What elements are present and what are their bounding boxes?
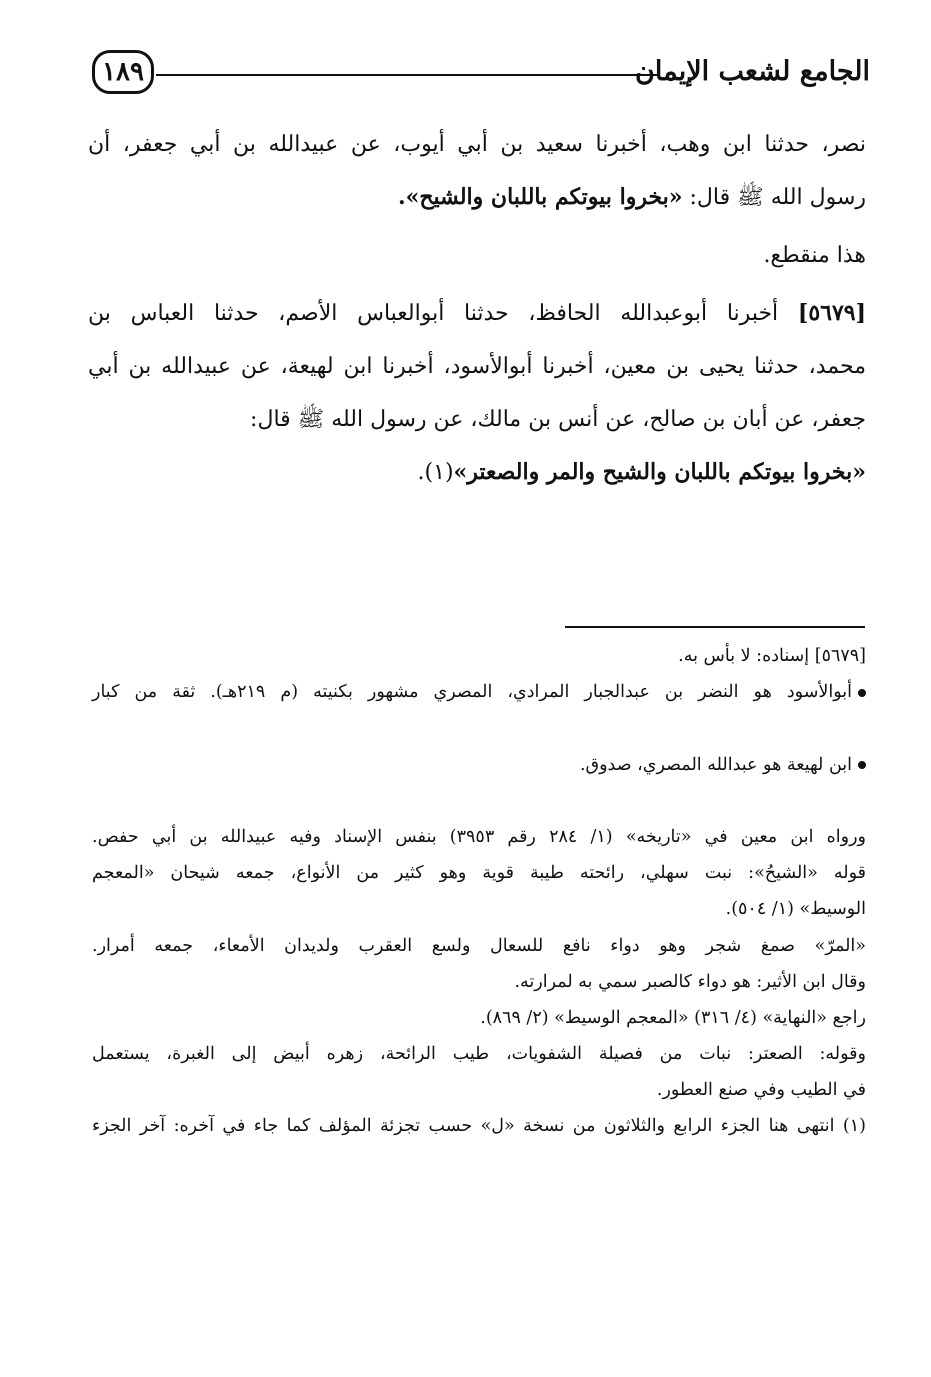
text-segment: إسناده: لا بأس به.: [678, 646, 815, 666]
page-number: ١٨٩: [92, 50, 154, 94]
footnote-line: [74, 710, 866, 746]
footnote-line: «المرّ» صمغ شجر وهو دواء نافع للسعال ولسع العقرب ولديدان الأمعاء، جمعه أمرار.: [92, 935, 866, 956]
running-title: الجامع لشعب الإيمان: [635, 56, 870, 87]
text-line: هذا منقطع.: [763, 243, 866, 268]
hadith-number: [٥٦٧٩]: [797, 300, 866, 326]
footnote-line: الوسيط» (١/ ٥٠٤).: [725, 899, 866, 920]
footnote-line: [92, 638, 866, 674]
text-line: محمد، حدثنا يحيى بن معين، أخبرنا أبوالأسود، أخبرنا ابن لهيعة، عن عبيدالله بن أبي: [88, 354, 866, 379]
footnote-line: في الطيب وفي صنع العطور.: [656, 1080, 866, 1101]
text-line: [88, 446, 866, 499]
page-header: [92, 48, 870, 100]
footnote-line: وقوله: الصعتر: نبات من فصيلة الشفويات، طيب الرائحة، زهره أبيض إلى الغبرة، يستعمل: [92, 1044, 866, 1065]
footnote-line: وقال ابن الأثير: هو دواء كالصبر سمي به لمرارته.: [514, 971, 866, 992]
text-segment: رسول الله ﷺ قال:: [682, 185, 866, 210]
text-segment: أبوالأسود هو النضر بن عبدالجبار المرادي، المصري مشهور بكنيته (م ٢١٩هـ). ثقة من كبار: [92, 682, 852, 703]
footnote-line: [64, 1181, 866, 1217]
footnote-line: راجع «النهاية» (٤/ ٣١٦) «المعجم الوسيط» (٢/ ٨٦٩).: [480, 1007, 866, 1028]
footnote-line: [74, 783, 866, 819]
text-segment: أخبرنا أبوعبدالله الحافظ، حدثنا أبوالعباس الأصم، حدثنا العباس بن: [88, 301, 798, 326]
hadith-quote: «بخروا بيوتكم باللبان والشيح والمر والصعتر»: [453, 459, 866, 485]
bullet-icon: [858, 689, 866, 697]
hadith-quote: «بخروا بيوتكم باللبان والشيح».: [397, 184, 683, 210]
text-line: [88, 171, 866, 224]
footnote-line: قوله «الشيحُ»: نبت سهلي، رائحته طيبة قوية وهو كثير من الأنواع، جمعه شيحان «المعجم: [92, 863, 866, 884]
footnote-line: [92, 674, 866, 710]
text-segment: ابن لهيعة هو عبدالله المصري، صدوق.: [579, 754, 852, 775]
footnote-line: ورواه ابن معين في «تاريخه» (١/ ٢٨٤ رقم ٣٩٥٣) بنفس الإسناد وفيه عبيدالله بن أبي حفص.: [92, 826, 867, 847]
footnote-line: [64, 1145, 866, 1181]
footnote-rule: [565, 626, 865, 628]
header-rule: [156, 74, 660, 76]
text-line: [88, 287, 866, 340]
footnote-line: [92, 747, 866, 783]
footnote-line: (١) انتهى هنا الجزء الرابع والثلاثون من نسخة «ل» حسب تجزئة المؤلف كما جاء في آخره: آخر الجزء: [92, 1116, 866, 1137]
footnote-ref: [٥٦٧٩]: [814, 646, 866, 666]
text-line: نصر، حدثنا ابن وهب، أخبرنا سعيد بن أبي أيوب، عن عبيدالله بن أبي جعفر، أن: [88, 132, 866, 157]
main-text: [88, 118, 866, 499]
text-line: جعفر، عن أبان بن صالح، عن أنس بن مالك، عن رسول الله ﷺ قال:: [250, 407, 866, 432]
footnotes: [92, 638, 866, 1217]
bullet-icon: [858, 761, 866, 769]
footnote-marker: (١).: [417, 460, 454, 485]
